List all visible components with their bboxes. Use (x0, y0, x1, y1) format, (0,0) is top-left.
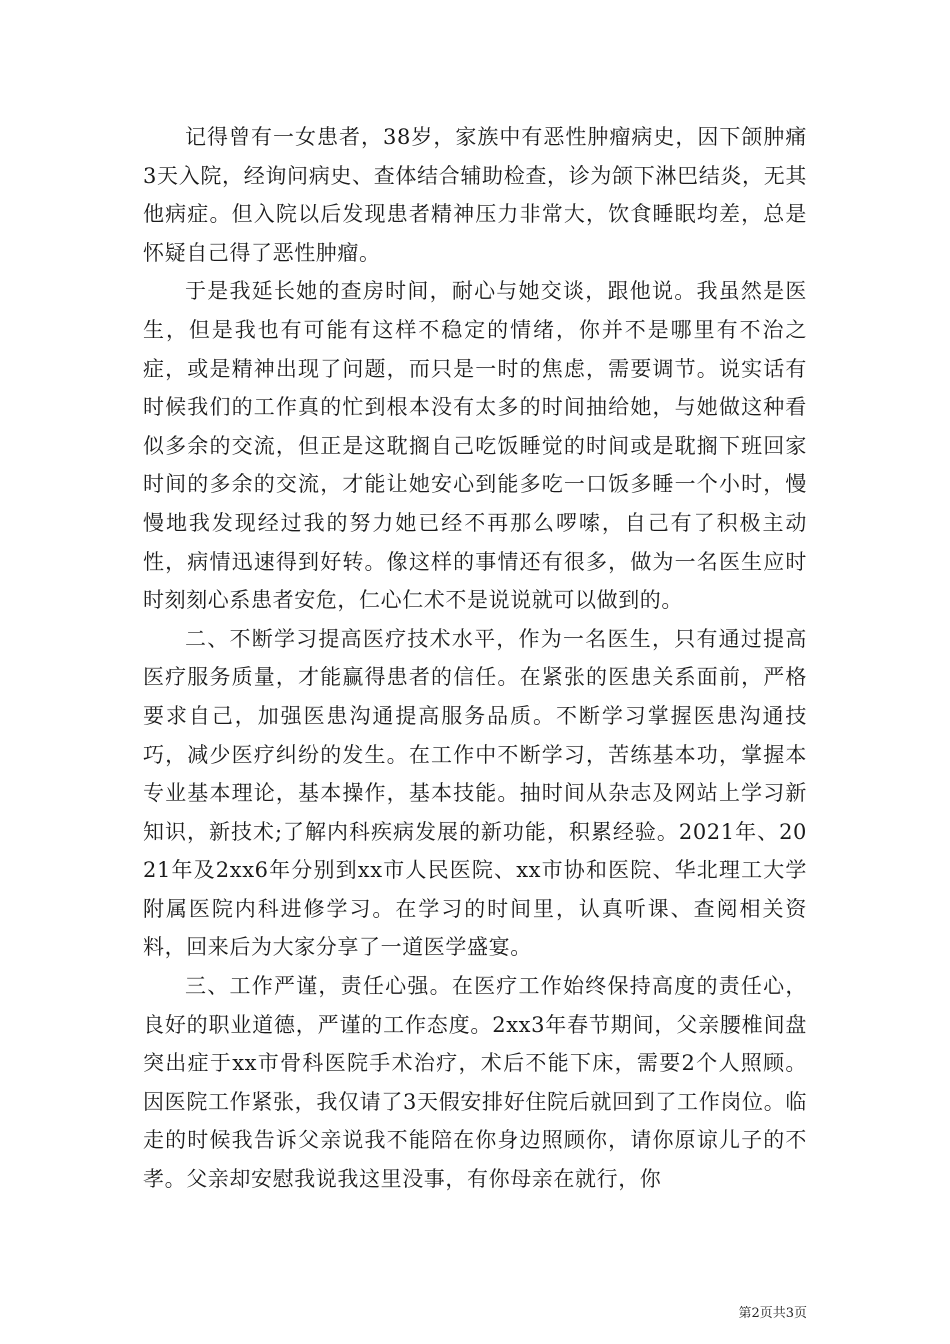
document-body (143, 118, 807, 1199)
paragraph: 二、不断学习提高医疗技术水平，作为一名医生，只有通过提高医疗服务质量，才能赢得患者的信任。在紧张的医患关系面前，严格要求自己，加强医患沟通提高服务品质。不断学习掌握医患沟通技巧，减少医疗纠纷的发生。在工作中不断学习，苦练基本功，掌握本专业基本理论，基本操作，基本技能。抽时间从杂志及网站上学习新知识，新技术;了解内科疾病发展的新功能，积累经验。2021年、2021年及2xx6年分别到xx市人民医院、xx市协和医院、华北理工大学附属医院内科进修学习。在学习的时间里，认真听课、查阅相关资料，回来后为大家分享了一道医学盛宴。 (143, 626, 807, 960)
page-number: 第2页共3页 (738, 1306, 807, 1321)
paragraph: 三、工作严谨，责任心强。在医疗工作始终保持高度的责任心，良好的职业道德，严谨的工作态度。2xx3年春节期间，父亲腰椎间盘突出症于xx市骨科医院手术治疗，术后不能下床，需要2个人照顾。因医院工作紧张，我仅请了3天假安排好住院后就回到了工作岗位。临走的时候我告诉父亲说我不能陪在你身边照顾你，请你原谅儿子的不孝。父亲却安慰我说我这里没事，有你母亲在就行，你 (143, 974, 807, 1192)
paragraph: 记得曾有一女患者，38岁，家族中有恶性肿瘤病史，因下颌肿痛3天入院，经询问病史、查体结合辅助检查，诊为颌下淋巴结炎，无其他病症。但入院以后发现患者精神压力非常大，饮食睡眠均差，总是怀疑自己得了恶性肿瘤。 (143, 125, 807, 265)
paragraph: 于是我延长她的查房时间，耐心与她交谈，跟他说。我虽然是医生，但是我也有可能有这样不稳定的情绪，你并不是哪里有不治之症，或是精神出现了问题，而只是一时的焦虑，需要调节。说实话有时候我们的工作真的忙到根本没有太多的时间抽给她，与她做这种看似多余的交流，但正是这耽搁自己吃饭睡觉的时间或是耽搁下班回家时间的多余的交流，才能让她安心到能多吃一口饭多睡一个小时，慢慢地我发现经过我的努力她已经不再那么啰嗦，自己有了积极主动性，病情迅速得到好转。像这样的事情还有很多，做为一名医生应时时刻刻心系患者安危，仁心仁术不是说说就可以做到的。 (143, 279, 807, 613)
